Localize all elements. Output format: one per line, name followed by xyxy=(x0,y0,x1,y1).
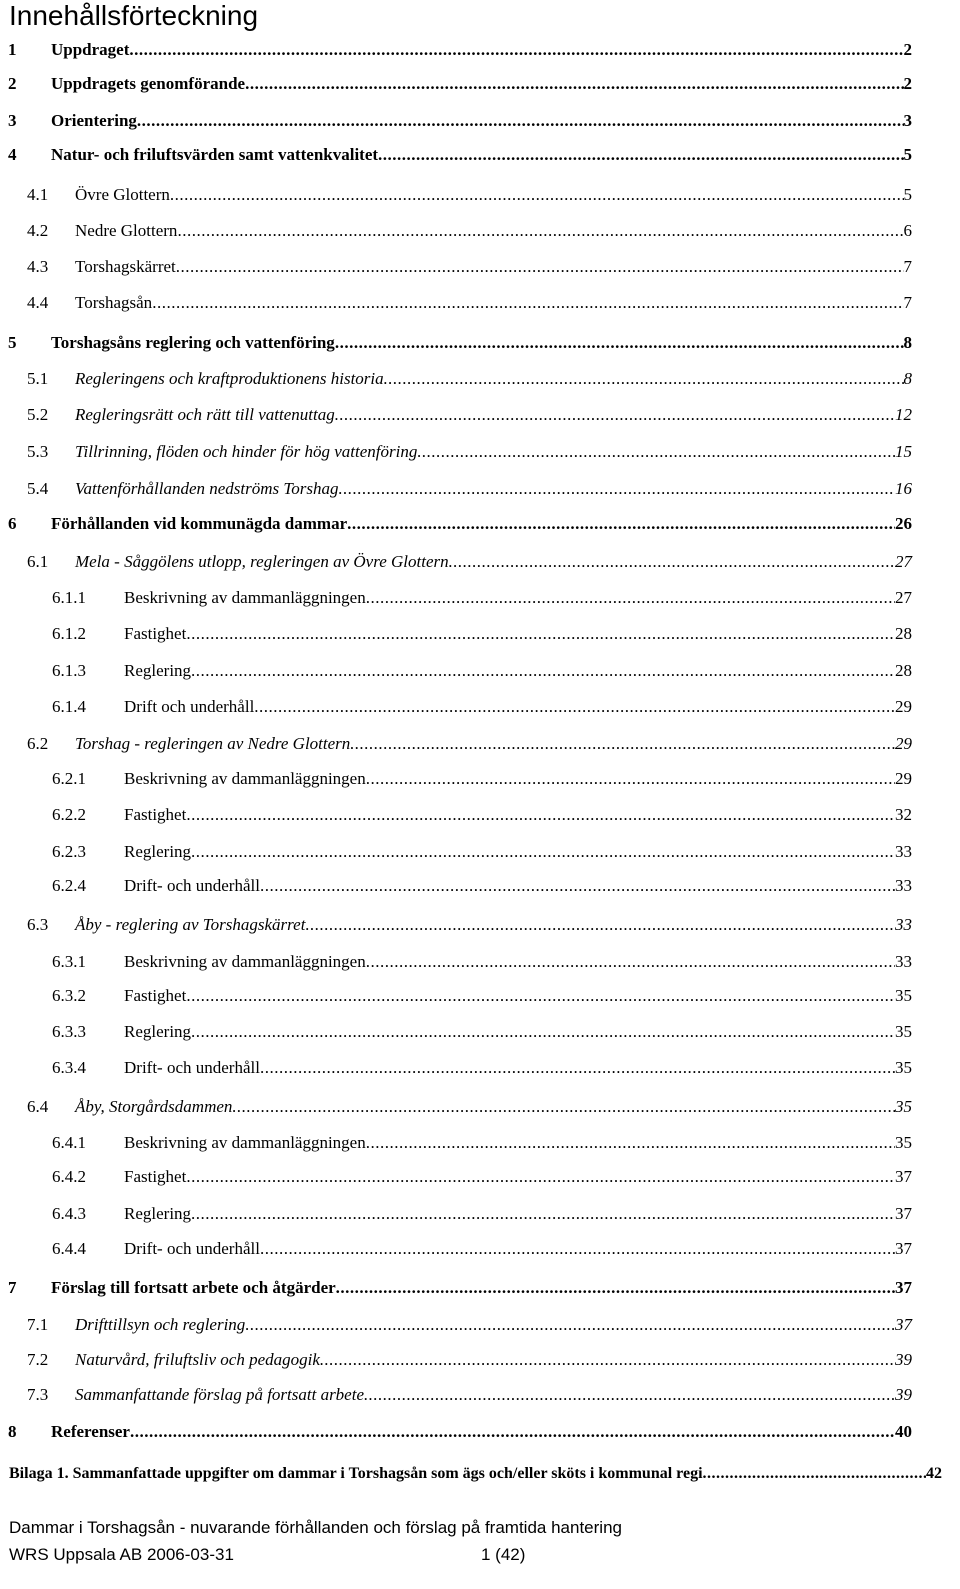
dot-leader xyxy=(378,145,903,165)
dot-leader xyxy=(170,185,904,205)
toc-number: 6.3.3 xyxy=(52,1022,86,1041)
toc-number: 7.3 xyxy=(27,1385,49,1404)
toc-page-number: 5 xyxy=(903,145,912,164)
toc-title: Torshagskärret xyxy=(75,257,176,276)
toc-entry-6-1[interactable] xyxy=(0,552,912,574)
dot-leader xyxy=(191,1204,895,1224)
dot-leader xyxy=(339,479,895,499)
toc-number: 6.1.4 xyxy=(52,697,86,716)
toc-page-number: 35 xyxy=(895,1058,912,1077)
toc-title: Natur- och friluftsvärden samt vattenkvalitet xyxy=(51,145,379,164)
toc-page-number: 2 xyxy=(903,40,912,59)
toc-title: Beskrivning av dammanläggningen xyxy=(124,588,366,607)
toc-title: Åby - reglering av Torshagskärret xyxy=(75,915,306,934)
dot-leader xyxy=(177,221,903,241)
toc-entry-2[interactable] xyxy=(0,74,912,96)
toc-number: 5.1 xyxy=(27,369,49,388)
toc-entry-3[interactable] xyxy=(0,111,912,133)
toc-entry-5-4[interactable] xyxy=(0,479,912,501)
toc-page-number: 5 xyxy=(903,185,912,204)
toc-number: 5.2 xyxy=(27,405,49,424)
toc-title: Drift- och underhåll xyxy=(124,876,260,895)
toc-title: Vattenförhållanden nedströms Torshag xyxy=(75,479,339,498)
toc-title: Fastighet xyxy=(124,805,187,824)
toc-title: Förslag till fortsatt arbete och åtgärder xyxy=(51,1278,336,1297)
toc-entry-4-2[interactable] xyxy=(0,221,912,243)
toc-page-number: 33 xyxy=(895,952,912,971)
toc-entry-6-4-1[interactable] xyxy=(0,1133,912,1155)
dot-leader xyxy=(335,333,904,353)
toc-entry-6-4-3[interactable] xyxy=(0,1204,912,1226)
toc-title: Åby, Storgårdsdammen xyxy=(75,1097,233,1116)
toc-entry-4-4[interactable] xyxy=(0,293,912,315)
toc-entry-7[interactable] xyxy=(0,1278,912,1300)
toc-page-number: 2 xyxy=(903,74,912,93)
dot-leader xyxy=(366,588,895,608)
toc-title: Reglering xyxy=(124,1022,192,1041)
toc-page-number: 29 xyxy=(895,697,912,716)
toc-number: 7 xyxy=(8,1278,17,1297)
toc-title: Reglering xyxy=(124,1204,192,1223)
toc-entry-6-4-4[interactable] xyxy=(0,1239,912,1261)
toc-page-number: 37 xyxy=(895,1204,912,1223)
dot-leader xyxy=(186,805,895,825)
toc-number: 4.2 xyxy=(27,221,49,240)
dot-leader xyxy=(260,1058,895,1078)
dot-leader xyxy=(449,552,895,572)
toc-page-number: 7 xyxy=(903,257,912,276)
dot-leader xyxy=(191,661,895,681)
toc-page-number: 32 xyxy=(895,805,912,824)
toc-entry-7-3[interactable] xyxy=(0,1385,912,1407)
appendix-text: Bilaga 1. Sammanfattade uppgifter om dammar i Torshagsån som ägs och/eller sköts i kommunal regi xyxy=(9,1465,703,1482)
toc-page-number: 35 xyxy=(895,986,912,1005)
toc-entry-6-1-3[interactable] xyxy=(0,661,912,683)
dot-leader xyxy=(152,293,903,313)
toc-entry-5-3[interactable] xyxy=(0,442,912,464)
toc-page-number: 37 xyxy=(895,1315,912,1334)
toc-title: Beskrivning av dammanläggningen xyxy=(124,952,366,971)
toc-page-number: 28 xyxy=(895,624,912,643)
dot-leader xyxy=(366,1133,895,1153)
dot-leader xyxy=(366,952,895,972)
toc-entry-6-3-3[interactable] xyxy=(0,1022,912,1044)
toc-entry-6-2-3[interactable] xyxy=(0,842,912,864)
toc-title: Uppdraget xyxy=(51,40,130,59)
toc-title: Beskrivning av dammanläggningen xyxy=(124,769,366,788)
toc-title: Drifttillsyn och reglering xyxy=(75,1315,246,1334)
dot-leader xyxy=(191,1022,895,1042)
toc-number: 5.3 xyxy=(27,442,49,461)
toc-title: Naturvård, friluftsliv och pedagogik xyxy=(75,1350,320,1369)
toc-number: 6 xyxy=(8,514,17,533)
toc-page-number: 35 xyxy=(895,1097,912,1116)
toc-number: 6.3 xyxy=(27,915,49,934)
toc-number: 6.2.3 xyxy=(52,842,86,861)
toc-number: 6.4.2 xyxy=(52,1167,86,1186)
toc-number: 6.2.1 xyxy=(52,769,86,788)
toc-page-number: 35 xyxy=(895,1022,912,1041)
toc-entry-8[interactable] xyxy=(0,1422,912,1444)
toc-number: 6.1.2 xyxy=(52,624,86,643)
toc-number: 7.1 xyxy=(27,1315,49,1334)
toc-page-number: 3 xyxy=(903,111,912,130)
toc-number: 6.1.3 xyxy=(52,661,86,680)
toc-title: Fastighet xyxy=(124,1167,187,1186)
dot-leader xyxy=(191,842,895,862)
toc-entry-5-2[interactable] xyxy=(0,405,912,427)
toc-entry-4[interactable] xyxy=(0,145,912,167)
dot-leader xyxy=(703,1464,926,1484)
toc-page-number: 37 xyxy=(895,1167,912,1186)
toc-title: Torshag - regleringen av Nedre Glottern xyxy=(75,734,351,753)
toc-number: 4 xyxy=(8,145,17,164)
toc-entry-5[interactable] xyxy=(0,333,912,355)
toc-number: 6.4 xyxy=(27,1097,49,1116)
toc-page-number: 8 xyxy=(903,369,912,388)
toc-title: Reglering xyxy=(124,842,192,861)
dot-leader xyxy=(320,1350,895,1370)
toc-page-number: 39 xyxy=(895,1350,912,1369)
page-title: Innehållsförteckning xyxy=(9,0,259,31)
dot-leader xyxy=(245,74,903,94)
toc-page-number: 40 xyxy=(895,1422,912,1441)
toc-number: 6.4.3 xyxy=(52,1204,86,1223)
dot-leader xyxy=(130,1422,895,1442)
dot-leader xyxy=(137,111,904,131)
toc-page-number: 39 xyxy=(895,1385,912,1404)
toc-page-number: 29 xyxy=(895,769,912,788)
dot-leader xyxy=(245,1315,895,1335)
toc-title: Torshagsån xyxy=(75,293,153,312)
toc-entry-6-2-1[interactable] xyxy=(0,769,912,791)
toc-number: 6.4.1 xyxy=(52,1133,86,1152)
dot-leader xyxy=(417,442,895,462)
toc-number: 4.3 xyxy=(27,257,49,276)
toc-page-number: 6 xyxy=(903,221,912,240)
toc-title: Tillrinning, flöden och hinder för hög vattenföring xyxy=(75,442,418,461)
toc-number: 6.2.2 xyxy=(52,805,86,824)
footer-document-title: Dammar i Torshagsån - nuvarande förhållanden och förslag på framtida hantering xyxy=(9,1518,622,1537)
toc-entry-6-4-2[interactable] xyxy=(0,1167,912,1189)
toc-number: 6.4.4 xyxy=(52,1239,86,1258)
toc-page-number: 15 xyxy=(895,442,912,461)
toc-title: Fastighet xyxy=(124,624,187,643)
toc-page-number: 28 xyxy=(895,661,912,680)
dot-leader xyxy=(305,915,895,935)
toc-title: Förhållanden vid kommunägda dammar xyxy=(51,514,348,533)
toc-page-number: 37 xyxy=(895,1278,912,1297)
dot-leader xyxy=(232,1097,895,1117)
toc-page-number: 33 xyxy=(895,842,912,861)
toc-entry-5-1[interactable] xyxy=(0,369,912,391)
toc-entry-6-1-1[interactable] xyxy=(0,588,912,610)
toc-page-number: 16 xyxy=(895,479,912,498)
toc-page-number: 29 xyxy=(895,734,912,753)
toc-title: Uppdragets genomförande xyxy=(51,74,246,93)
dot-leader xyxy=(364,1385,895,1405)
toc-title: Referenser xyxy=(51,1422,130,1441)
toc-title: Drift och underhåll xyxy=(124,697,255,716)
dot-leader xyxy=(260,1239,895,1259)
toc-entry-7-1[interactable] xyxy=(0,1315,912,1337)
toc-number: 6.1.1 xyxy=(52,588,86,607)
toc-entry-6-3-1[interactable] xyxy=(0,952,912,974)
appendix-page: 42 xyxy=(926,1465,942,1482)
toc-number: 5 xyxy=(8,333,17,352)
toc-page-number: 12 xyxy=(895,405,912,424)
toc-number: 6.2 xyxy=(27,734,49,753)
toc-entry-6-2-2[interactable] xyxy=(0,805,912,827)
toc-title: Sammanfattande förslag på fortsatt arbete xyxy=(75,1385,364,1404)
toc-title: Reglering xyxy=(124,661,192,680)
toc-title: Drift- och underhåll xyxy=(124,1239,260,1258)
toc-entry-1[interactable] xyxy=(0,40,912,62)
dot-leader xyxy=(254,697,895,717)
toc-title: Drift- och underhåll xyxy=(124,1058,260,1077)
dot-leader xyxy=(347,514,895,534)
toc-title: Beskrivning av dammanläggningen xyxy=(124,1133,366,1152)
toc-number: 4.4 xyxy=(27,293,49,312)
toc-title: Nedre Glottern xyxy=(75,221,178,240)
toc-entry-6[interactable] xyxy=(0,514,912,536)
toc-number: 6.3.4 xyxy=(52,1058,86,1077)
toc-number: 2 xyxy=(8,74,17,93)
toc-page-number: 27 xyxy=(895,552,912,571)
toc-entry-6-1-2[interactable] xyxy=(0,624,912,646)
toc-title: Fastighet xyxy=(124,986,187,1005)
dot-leader xyxy=(366,769,895,789)
dot-leader xyxy=(260,876,895,896)
dot-leader xyxy=(176,257,904,277)
toc-title: Orientering xyxy=(51,111,137,130)
toc-number: 7.2 xyxy=(27,1350,49,1369)
toc-number: 6.1 xyxy=(27,552,49,571)
dot-leader xyxy=(186,624,895,644)
toc-page-number: 33 xyxy=(895,915,912,934)
dot-leader xyxy=(336,1278,895,1298)
toc-entry-6-3-4[interactable] xyxy=(0,1058,912,1080)
toc-number: 4.1 xyxy=(27,185,49,204)
toc-title: Mela - Såggölens utlopp, regleringen av Övre Glottern xyxy=(75,552,449,571)
dot-leader xyxy=(350,734,895,754)
toc-title: Regleringsrätt och rätt till vattenuttag xyxy=(75,405,335,424)
toc-title: Regleringens och kraftproduktionens historia xyxy=(75,369,384,388)
toc-page-number: 33 xyxy=(895,876,912,895)
toc-page-number: 8 xyxy=(903,333,912,352)
toc-number: 1 xyxy=(8,40,17,59)
toc-page-number: 7 xyxy=(903,293,912,312)
toc-entry-4-3[interactable] xyxy=(0,257,912,279)
toc-entry-6-2-4[interactable] xyxy=(0,876,912,898)
footer-page-number: 1 (42) xyxy=(481,1545,526,1564)
toc-page-number: 37 xyxy=(895,1239,912,1258)
toc-page-number: 35 xyxy=(895,1133,912,1152)
dot-leader xyxy=(186,1167,895,1187)
toc-page-number: 26 xyxy=(895,514,912,533)
dot-leader xyxy=(129,40,903,60)
toc-entry-7-2[interactable] xyxy=(0,1350,912,1372)
toc-number: 6.2.4 xyxy=(52,876,86,895)
toc-entry-6-3-2[interactable] xyxy=(0,986,912,1008)
toc-title: Torshagsåns reglering och vattenföring xyxy=(51,333,335,352)
toc-number: 3 xyxy=(8,111,17,130)
toc-entry-4-1[interactable] xyxy=(0,185,912,207)
dot-leader xyxy=(335,405,895,425)
dot-leader xyxy=(384,369,904,389)
toc-page-number: 27 xyxy=(895,588,912,607)
toc-number: 6.3.2 xyxy=(52,986,86,1005)
toc-number: 8 xyxy=(8,1422,17,1441)
toc-entry-6-1-4[interactable] xyxy=(0,697,912,719)
toc-number: 5.4 xyxy=(27,479,49,498)
toc-number: 6.3.1 xyxy=(52,952,86,971)
toc-entry-6-3[interactable] xyxy=(0,915,912,937)
footer-company-date: WRS Uppsala AB 2006-03-31 xyxy=(9,1545,234,1564)
toc-title: Övre Glottern xyxy=(75,185,170,204)
toc-entry-6-4[interactable] xyxy=(0,1097,912,1119)
dot-leader xyxy=(186,986,895,1006)
toc-entry-6-2[interactable] xyxy=(0,734,912,756)
